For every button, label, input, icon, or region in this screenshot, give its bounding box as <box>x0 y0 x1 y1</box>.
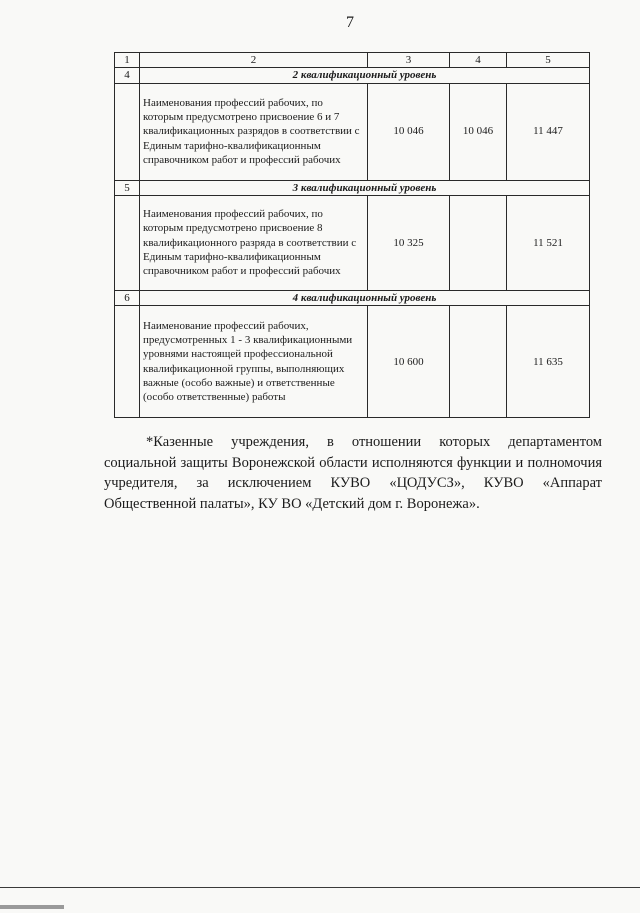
header-cell-2: 2 <box>140 53 368 68</box>
row-number: 5 <box>115 180 140 195</box>
level-row <box>115 68 590 83</box>
salary-value-col3: 10 046 <box>368 83 450 180</box>
salary-value-col3: 10 325 <box>368 195 450 290</box>
qualification-level-heading: 2 квалификационный уровень <box>140 68 590 83</box>
salary-table <box>114 52 590 418</box>
salary-value-col4 <box>450 195 507 290</box>
salary-value-col5: 11 521 <box>507 195 590 290</box>
header-cell-4: 4 <box>450 53 507 68</box>
table-row <box>115 83 590 180</box>
salary-value-col4: 10 046 <box>450 83 507 180</box>
row-number: 4 <box>115 68 140 83</box>
salary-value-col4 <box>450 306 507 418</box>
table-row <box>115 195 590 290</box>
profession-description: Наименования профессий рабочих, по которым предусмотрено присвоение 6 и 7 квалификационных разрядов в соответствии с Единым тарифно-квалификационным справочником работ и профессий рабочих <box>140 83 368 180</box>
profession-description: Наименования профессий рабочих, по которым предусмотрено присвоение 8 квалификационного разряда в соответствии с Единым тарифно-квалификационным справочником работ и профессий рабочих <box>140 195 368 290</box>
page-number: 7 <box>346 14 354 31</box>
profession-description: Наименование профессий рабочих, предусмотренных 1 - 3 квалификационными уровнями настоящей профессиональной квалификационной группы, выполняющих важные (особо важные) и ответственные (особо ответственные) работы <box>140 306 368 418</box>
bottom-rule <box>0 887 640 888</box>
empty-cell <box>115 195 140 290</box>
header-cell-3: 3 <box>368 53 450 68</box>
salary-value-col5: 11 447 <box>507 83 590 180</box>
empty-cell <box>115 83 140 180</box>
table-header-row <box>115 53 590 68</box>
salary-value-col3: 10 600 <box>368 306 450 418</box>
empty-cell <box>115 306 140 418</box>
salary-value-col5: 11 635 <box>507 306 590 418</box>
header-cell-1: 1 <box>115 53 140 68</box>
header-cell-5: 5 <box>507 53 590 68</box>
row-number: 6 <box>115 290 140 305</box>
footnote: *Казенные учреждения, в отношении которых департаментом социальной защиты Воронежской области исполняются функции и полномочия учредителя, за исключением КУВО «ЦОДУСЗ», КУВО «Аппарат Общественной палаты», КУ ВО «Детский дом г. Воронежа». <box>104 434 602 512</box>
qualification-level-heading: 3 квалификационный уровень <box>140 180 590 195</box>
level-row <box>115 290 590 305</box>
scan-edge-mark <box>0 905 64 909</box>
level-row <box>115 180 590 195</box>
table-row <box>115 306 590 418</box>
qualification-level-heading: 4 квалификационный уровень <box>140 290 590 305</box>
